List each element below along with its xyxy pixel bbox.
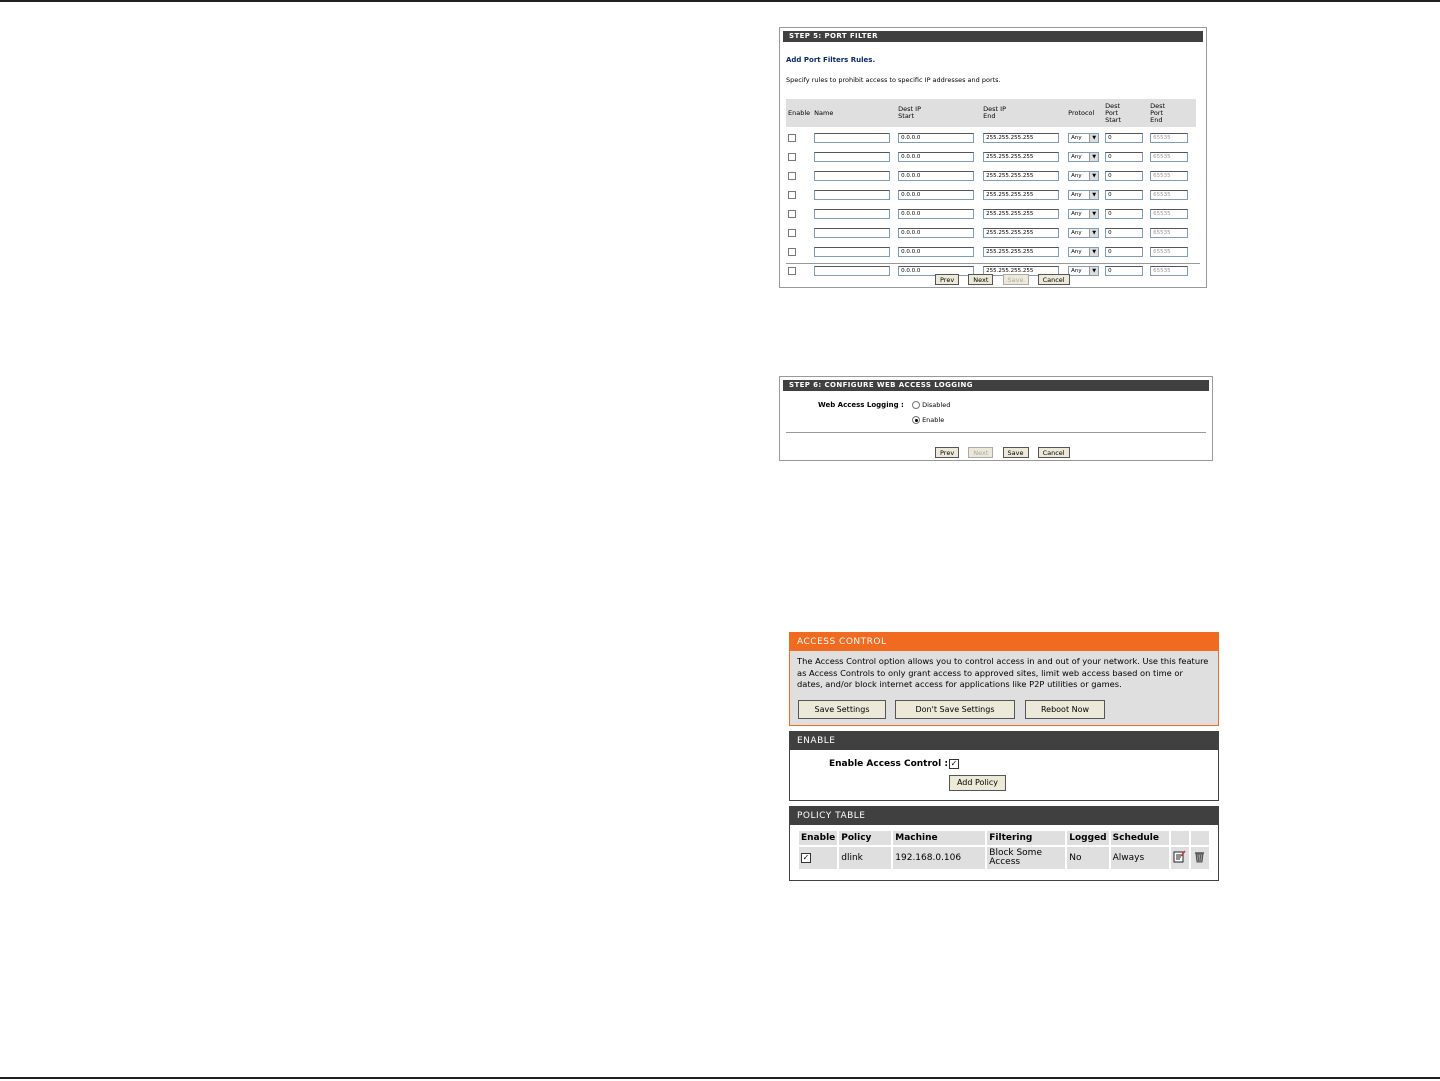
row-name-cell	[812, 222, 896, 241]
row-name-cell	[812, 127, 896, 146]
row-port-end-cell	[1148, 165, 1193, 184]
step6-header: STEP 6: CONFIGURE WEB ACCESS LOGGING	[783, 380, 1209, 391]
name-input[interactable]	[814, 190, 890, 200]
port-filter-table	[786, 99, 1193, 279]
row-port-end-cell	[1148, 184, 1193, 203]
table-row	[799, 847, 1209, 869]
protocol-select[interactable]: Any ▼	[1068, 133, 1099, 143]
col-dest-port-start: Dest Port Start	[1105, 101, 1122, 124]
reboot-now-button[interactable]: Reboot Now	[1025, 700, 1105, 719]
row-port-start-cell	[1103, 222, 1148, 241]
step5-header: STEP 5: PORT FILTER	[783, 31, 1203, 42]
row-ip-start-cell	[896, 127, 981, 146]
row-name-cell	[812, 165, 896, 184]
dest-port-end-input[interactable]: 65535	[1150, 152, 1188, 162]
dest-ip-end-input[interactable]: 255.255.255.255	[983, 209, 1059, 219]
row-protocol-cell	[1066, 165, 1103, 184]
save-button[interactable]: Save	[1003, 447, 1029, 458]
cancel-button[interactable]: Cancel	[1038, 274, 1070, 285]
dest-ip-end-input[interactable]: 255.255.255.255	[983, 228, 1059, 238]
table-row	[786, 184, 1193, 203]
chevron-down-icon: ▼	[1089, 248, 1098, 256]
row-port-start-cell	[1103, 241, 1148, 260]
row-protocol-cell	[1066, 184, 1103, 203]
step6-divider	[786, 432, 1206, 433]
dest-ip-start-input[interactable]: 0.0.0.0	[898, 247, 974, 257]
prev-button[interactable]: Prev	[935, 447, 959, 458]
row-enable-checkbox[interactable]	[788, 134, 796, 142]
col-schedule: Schedule	[1111, 831, 1169, 845]
row-port-start-cell	[1103, 127, 1148, 146]
dest-port-start-input[interactable]: 0	[1105, 133, 1143, 143]
dest-port-end-input[interactable]: 65535	[1150, 247, 1188, 257]
enable-option[interactable]	[912, 416, 944, 424]
protocol-select[interactable]: Any ▼	[1068, 209, 1099, 219]
next-button[interactable]: Next	[968, 447, 993, 458]
port-filter-panel	[779, 27, 1207, 288]
dest-port-start-input[interactable]: 0	[1105, 190, 1143, 200]
dest-ip-end-input[interactable]: 255.255.255.255	[983, 247, 1059, 257]
chevron-down-icon: ▼	[1089, 172, 1098, 180]
row-enable-checkbox[interactable]	[788, 172, 796, 180]
step5-description: Specify rules to prohibit access to specific IP addresses and ports.	[786, 76, 1001, 84]
row-name-cell	[812, 146, 896, 165]
dest-port-start-input[interactable]: 0	[1105, 209, 1143, 219]
row-enable-cell	[786, 127, 812, 146]
row-enable-checkbox[interactable]	[788, 191, 796, 199]
policy-table-header: POLICY TABLE	[790, 807, 1218, 825]
table-row	[786, 222, 1193, 241]
dest-port-end-input[interactable]: 65535	[1150, 171, 1188, 181]
col-enable: Enable	[801, 833, 836, 843]
dest-port-end-input[interactable]: 65535	[1150, 133, 1188, 143]
row-ip-start-cell	[896, 184, 981, 203]
col-delete	[1191, 831, 1209, 845]
dont-save-settings-button[interactable]: Don't Save Settings	[895, 700, 1015, 719]
chevron-down-icon: ▼	[1089, 210, 1098, 218]
chevron-down-icon: ▼	[1089, 153, 1098, 161]
chevron-down-icon: ▼	[1089, 267, 1098, 275]
save-settings-button[interactable]: Save Settings	[798, 700, 886, 719]
cancel-button[interactable]: Cancel	[1038, 447, 1070, 458]
row-name-cell	[812, 203, 896, 222]
row-ip-start-cell	[896, 241, 981, 260]
row-port-end-cell	[1148, 222, 1193, 241]
dest-port-start-input[interactable]: 0	[1105, 266, 1143, 276]
access-control-description: The Access Control option allows you to control access in and out of your network. Use this feature as Access Controls to only grant access to approved sites, limit web access based on time or dates, and/or block internet access for applications like P2P utilities or games.	[797, 656, 1209, 689]
policy-schedule: Always	[1111, 847, 1169, 869]
table-row	[786, 127, 1193, 146]
row-ip-end-cell	[981, 203, 1066, 222]
protocol-select[interactable]: Any ▼	[1068, 152, 1099, 162]
col-edit	[1171, 831, 1189, 845]
row-enable-cell	[786, 146, 812, 165]
access-control-panel	[789, 632, 1219, 726]
add-policy-button[interactable]: Add Policy	[949, 775, 1006, 791]
name-input[interactable]	[814, 171, 890, 181]
name-input[interactable]	[814, 247, 890, 257]
row-ip-start-cell	[896, 203, 981, 222]
dest-ip-start-input[interactable]: 0.0.0.0	[898, 228, 974, 238]
trash-icon[interactable]	[1193, 850, 1206, 863]
policy-enable-checkbox[interactable]: ✓	[802, 853, 810, 862]
dest-ip-end-input[interactable]: 255.255.255.255	[983, 171, 1059, 181]
col-protocol: Protocol	[1068, 108, 1095, 117]
dest-port-end-input[interactable]: 65535	[1150, 209, 1188, 219]
enable-radio[interactable]	[912, 416, 920, 424]
enable-panel	[789, 731, 1219, 801]
policy-enable-cell	[799, 847, 837, 869]
dest-ip-start-input[interactable]: 0.0.0.0	[898, 171, 974, 181]
dest-port-end-input[interactable]: 65535	[1150, 228, 1188, 238]
disabled-radio[interactable]	[912, 401, 920, 409]
step5-button-row	[933, 267, 1072, 286]
row-port-end-cell	[1148, 241, 1193, 260]
row-enable-cell	[786, 241, 812, 260]
dest-ip-start-input[interactable]: 0.0.0.0	[898, 209, 974, 219]
enable-label: Enable	[922, 416, 945, 424]
row-ip-end-cell	[981, 184, 1066, 203]
row-ip-end-cell	[981, 222, 1066, 241]
row-enable-cell	[786, 203, 812, 222]
policy-table	[797, 829, 1211, 871]
row-protocol-cell	[1066, 146, 1103, 165]
dest-port-start-input[interactable]: 0	[1105, 171, 1143, 181]
col-logged: Logged	[1069, 833, 1107, 843]
chevron-down-icon: ▼	[1089, 229, 1098, 237]
table-row	[786, 146, 1193, 165]
row-ip-end-cell	[981, 127, 1066, 146]
col-name: Name	[814, 108, 834, 117]
dest-ip-end-input[interactable]: 255.255.255.255	[983, 266, 1059, 276]
disabled-label: Disabled	[922, 401, 951, 409]
col-dest-ip-start: Dest IP Start	[898, 105, 921, 120]
row-enable-checkbox[interactable]	[788, 229, 796, 237]
name-input[interactable]	[814, 228, 890, 238]
row-ip-start-cell	[896, 222, 981, 241]
policy-machine: 192.168.0.106	[893, 847, 985, 869]
row-protocol-cell	[1066, 203, 1103, 222]
row-name-cell	[812, 241, 896, 260]
chevron-down-icon: ▼	[1089, 134, 1098, 142]
enable-access-control-label: Enable Access Control :	[829, 759, 948, 769]
name-input[interactable]	[814, 209, 890, 219]
policy-logged: No	[1067, 847, 1108, 869]
top-rule	[0, 0, 1440, 2]
edit-cell	[1171, 847, 1189, 869]
policy-name: dlink	[839, 847, 891, 869]
policy-table-panel	[789, 806, 1219, 881]
step5-subtitle: Add Port Filters Rules.	[786, 56, 876, 64]
dest-port-start-input[interactable]: 0	[1105, 152, 1143, 162]
dest-ip-end-input[interactable]: 255.255.255.255	[983, 152, 1059, 162]
table-row	[786, 203, 1193, 222]
web-access-logging-label: Web Access Logging :	[818, 401, 904, 409]
row-ip-end-cell	[981, 165, 1066, 184]
dest-port-end-input[interactable]: 65535	[1150, 266, 1188, 276]
protocol-select[interactable]: Any ▼	[1068, 228, 1099, 238]
row-enable-checkbox[interactable]	[788, 267, 796, 275]
row-enable-checkbox[interactable]	[788, 248, 796, 256]
bottom-rule	[0, 1077, 1440, 1079]
dest-ip-start-input[interactable]: 0.0.0.0	[898, 152, 974, 162]
row-port-end-cell	[1148, 127, 1193, 146]
row-port-start-cell	[1103, 165, 1148, 184]
step5-divider	[786, 263, 1200, 264]
chevron-down-icon: ▼	[1089, 191, 1098, 199]
protocol-select[interactable]: Any ▼	[1068, 190, 1099, 200]
dest-ip-start-input[interactable]: 0.0.0.0	[898, 133, 974, 143]
row-enable-checkbox[interactable]	[788, 210, 796, 218]
col-dest-port-end: Dest Port End	[1150, 101, 1166, 124]
row-enable-checkbox[interactable]	[788, 153, 796, 161]
name-input[interactable]	[814, 266, 890, 276]
row-port-start-cell	[1103, 184, 1148, 203]
access-control-header: ACCESS CONTROL	[790, 633, 1218, 651]
row-name-cell	[812, 184, 896, 203]
row-port-start-cell	[1103, 146, 1148, 165]
row-protocol-cell	[1066, 241, 1103, 260]
dest-ip-end-input[interactable]: 255.255.255.255	[983, 190, 1059, 200]
row-port-end-cell	[1148, 146, 1193, 165]
step6-button-row	[933, 440, 1072, 459]
disabled-option[interactable]	[912, 401, 950, 409]
col-dest-ip-end: Dest IP End	[983, 105, 1006, 120]
dest-port-start-input[interactable]: 0	[1105, 247, 1143, 257]
dest-port-start-input[interactable]: 0	[1105, 228, 1143, 238]
save-button[interactable]: Save	[1003, 274, 1029, 285]
row-protocol-cell	[1066, 127, 1103, 146]
row-port-start-cell	[1103, 203, 1148, 222]
row-ip-start-cell	[896, 165, 981, 184]
dest-ip-start-input[interactable]: 0.0.0.0	[898, 266, 974, 276]
row-enable-cell	[786, 165, 812, 184]
col-enable: Enable	[788, 108, 811, 117]
prev-button[interactable]: Prev	[935, 274, 959, 285]
web-access-logging-panel	[779, 376, 1213, 461]
col-filtering: Filtering	[987, 831, 1065, 845]
name-input[interactable]	[814, 133, 890, 143]
row-port-end-cell	[1148, 203, 1193, 222]
row-ip-end-cell	[981, 146, 1066, 165]
dest-port-end-input[interactable]: 65535	[1150, 190, 1188, 200]
row-ip-end-cell	[981, 241, 1066, 260]
col-policy: Policy	[839, 831, 891, 845]
delete-cell	[1191, 847, 1209, 869]
row-ip-start-cell	[896, 146, 981, 165]
row-enable-cell	[786, 222, 812, 241]
protocol-select[interactable]: Any ▼	[1068, 171, 1099, 181]
col-machine: Machine	[893, 831, 985, 845]
row-enable-cell	[786, 184, 812, 203]
protocol-select[interactable]: Any ▼	[1068, 247, 1099, 257]
edit-icon[interactable]	[1173, 850, 1186, 863]
table-row	[786, 241, 1193, 260]
next-button[interactable]: Next	[968, 274, 993, 285]
enable-header: ENABLE	[790, 732, 1218, 750]
enable-access-control-checkbox[interactable]: ✓	[950, 759, 958, 768]
row-protocol-cell	[1066, 222, 1103, 241]
dest-ip-start-input[interactable]: 0.0.0.0	[898, 190, 974, 200]
policy-filtering: Block Some Access	[987, 847, 1065, 869]
table-row	[786, 165, 1193, 184]
protocol-select[interactable]: Any ▼	[1068, 266, 1099, 276]
name-input[interactable]	[814, 152, 890, 162]
dest-ip-end-input[interactable]: 255.255.255.255	[983, 133, 1059, 143]
